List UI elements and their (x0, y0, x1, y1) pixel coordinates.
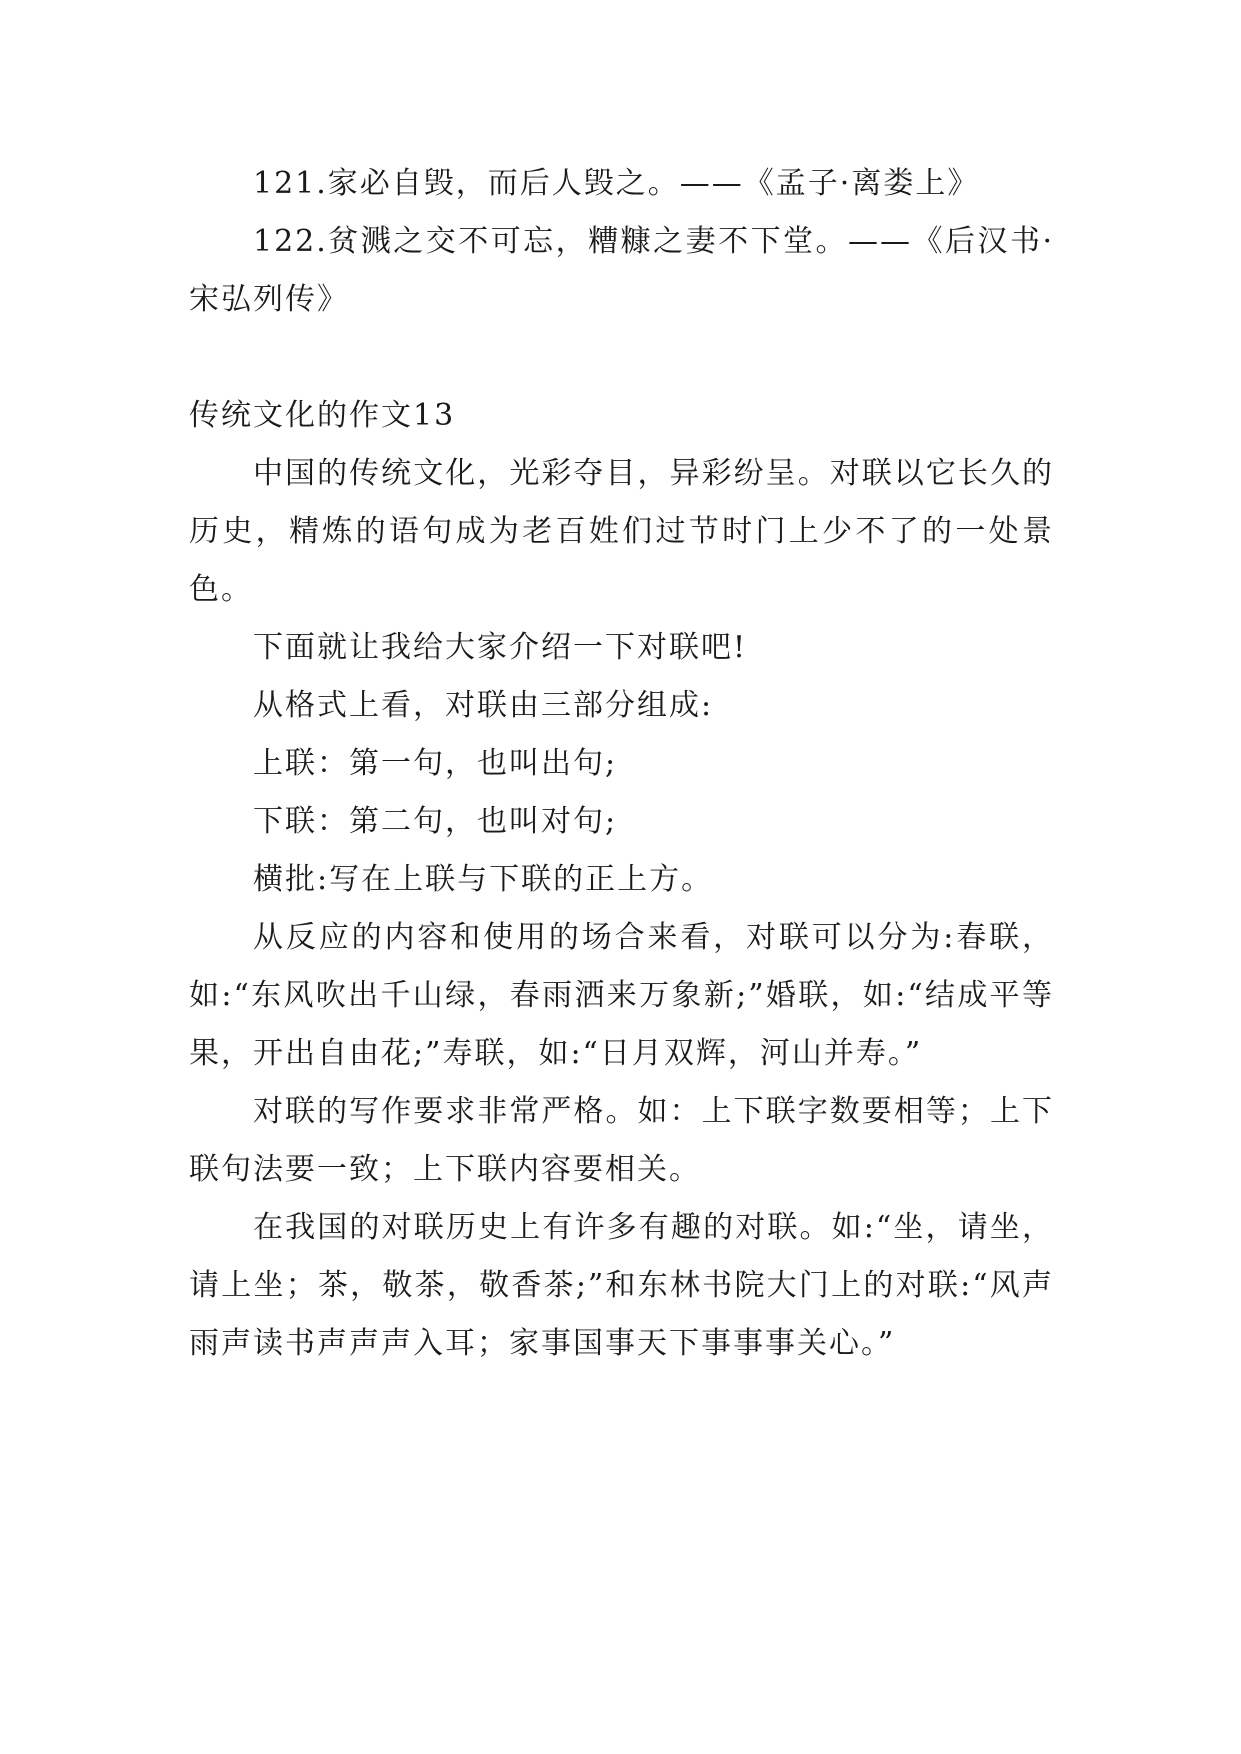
quote-122: 122.贫溅之交不可忘，糟糠之妻不下堂。——《后汉书·宋弘列传》 (189, 224, 1054, 317)
paragraph-lower-line: 下联：第二句，也叫对句; (253, 804, 618, 839)
paragraph-intro: 中国的传统文化，光彩夺目，异彩纷呈。对联以它长久的历史，精炼的语句成为老百姓们过节时门上少不了的一处景色。 (189, 456, 1054, 607)
quote-121: 121.家必自毁，而后人毁之。——《孟子·离娄上》 (253, 166, 980, 201)
paragraph-horizontal-scroll: 横批:写在上联与下联的正上方。 (253, 862, 714, 897)
paragraph-format: 从格式上看，对联由三部分组成: (253, 688, 714, 723)
document-body (189, 155, 1054, 1373)
paragraph-introduce: 下面就让我给大家介绍一下对联吧! (253, 630, 748, 665)
paragraph-upper-line: 上联：第一句，也叫出句; (253, 746, 618, 781)
paragraph-categories: 从反应的内容和使用的场合来看，对联可以分为:春联，如:“东风吹出千山绿，春雨洒来万象新;”婚联，如:“结成平等果，开出自由花;”寿联，如:“日月双辉，河山并寿。” (189, 920, 1054, 1071)
paragraph-examples: 在我国的对联历史上有许多有趣的对联。如:“坐，请坐，请上坐；茶，敬茶，敬香茶;”和东林书院大门上的对联:“风声雨声读书声声声入耳；家事国事天下事事事关心。” (189, 1210, 1054, 1361)
section-title: 传统文化的作文13 (189, 398, 456, 433)
paragraph-rules: 对联的写作要求非常严格。如：上下联字数要相等；上下联句法要一致；上下联内容要相关。 (189, 1094, 1054, 1187)
